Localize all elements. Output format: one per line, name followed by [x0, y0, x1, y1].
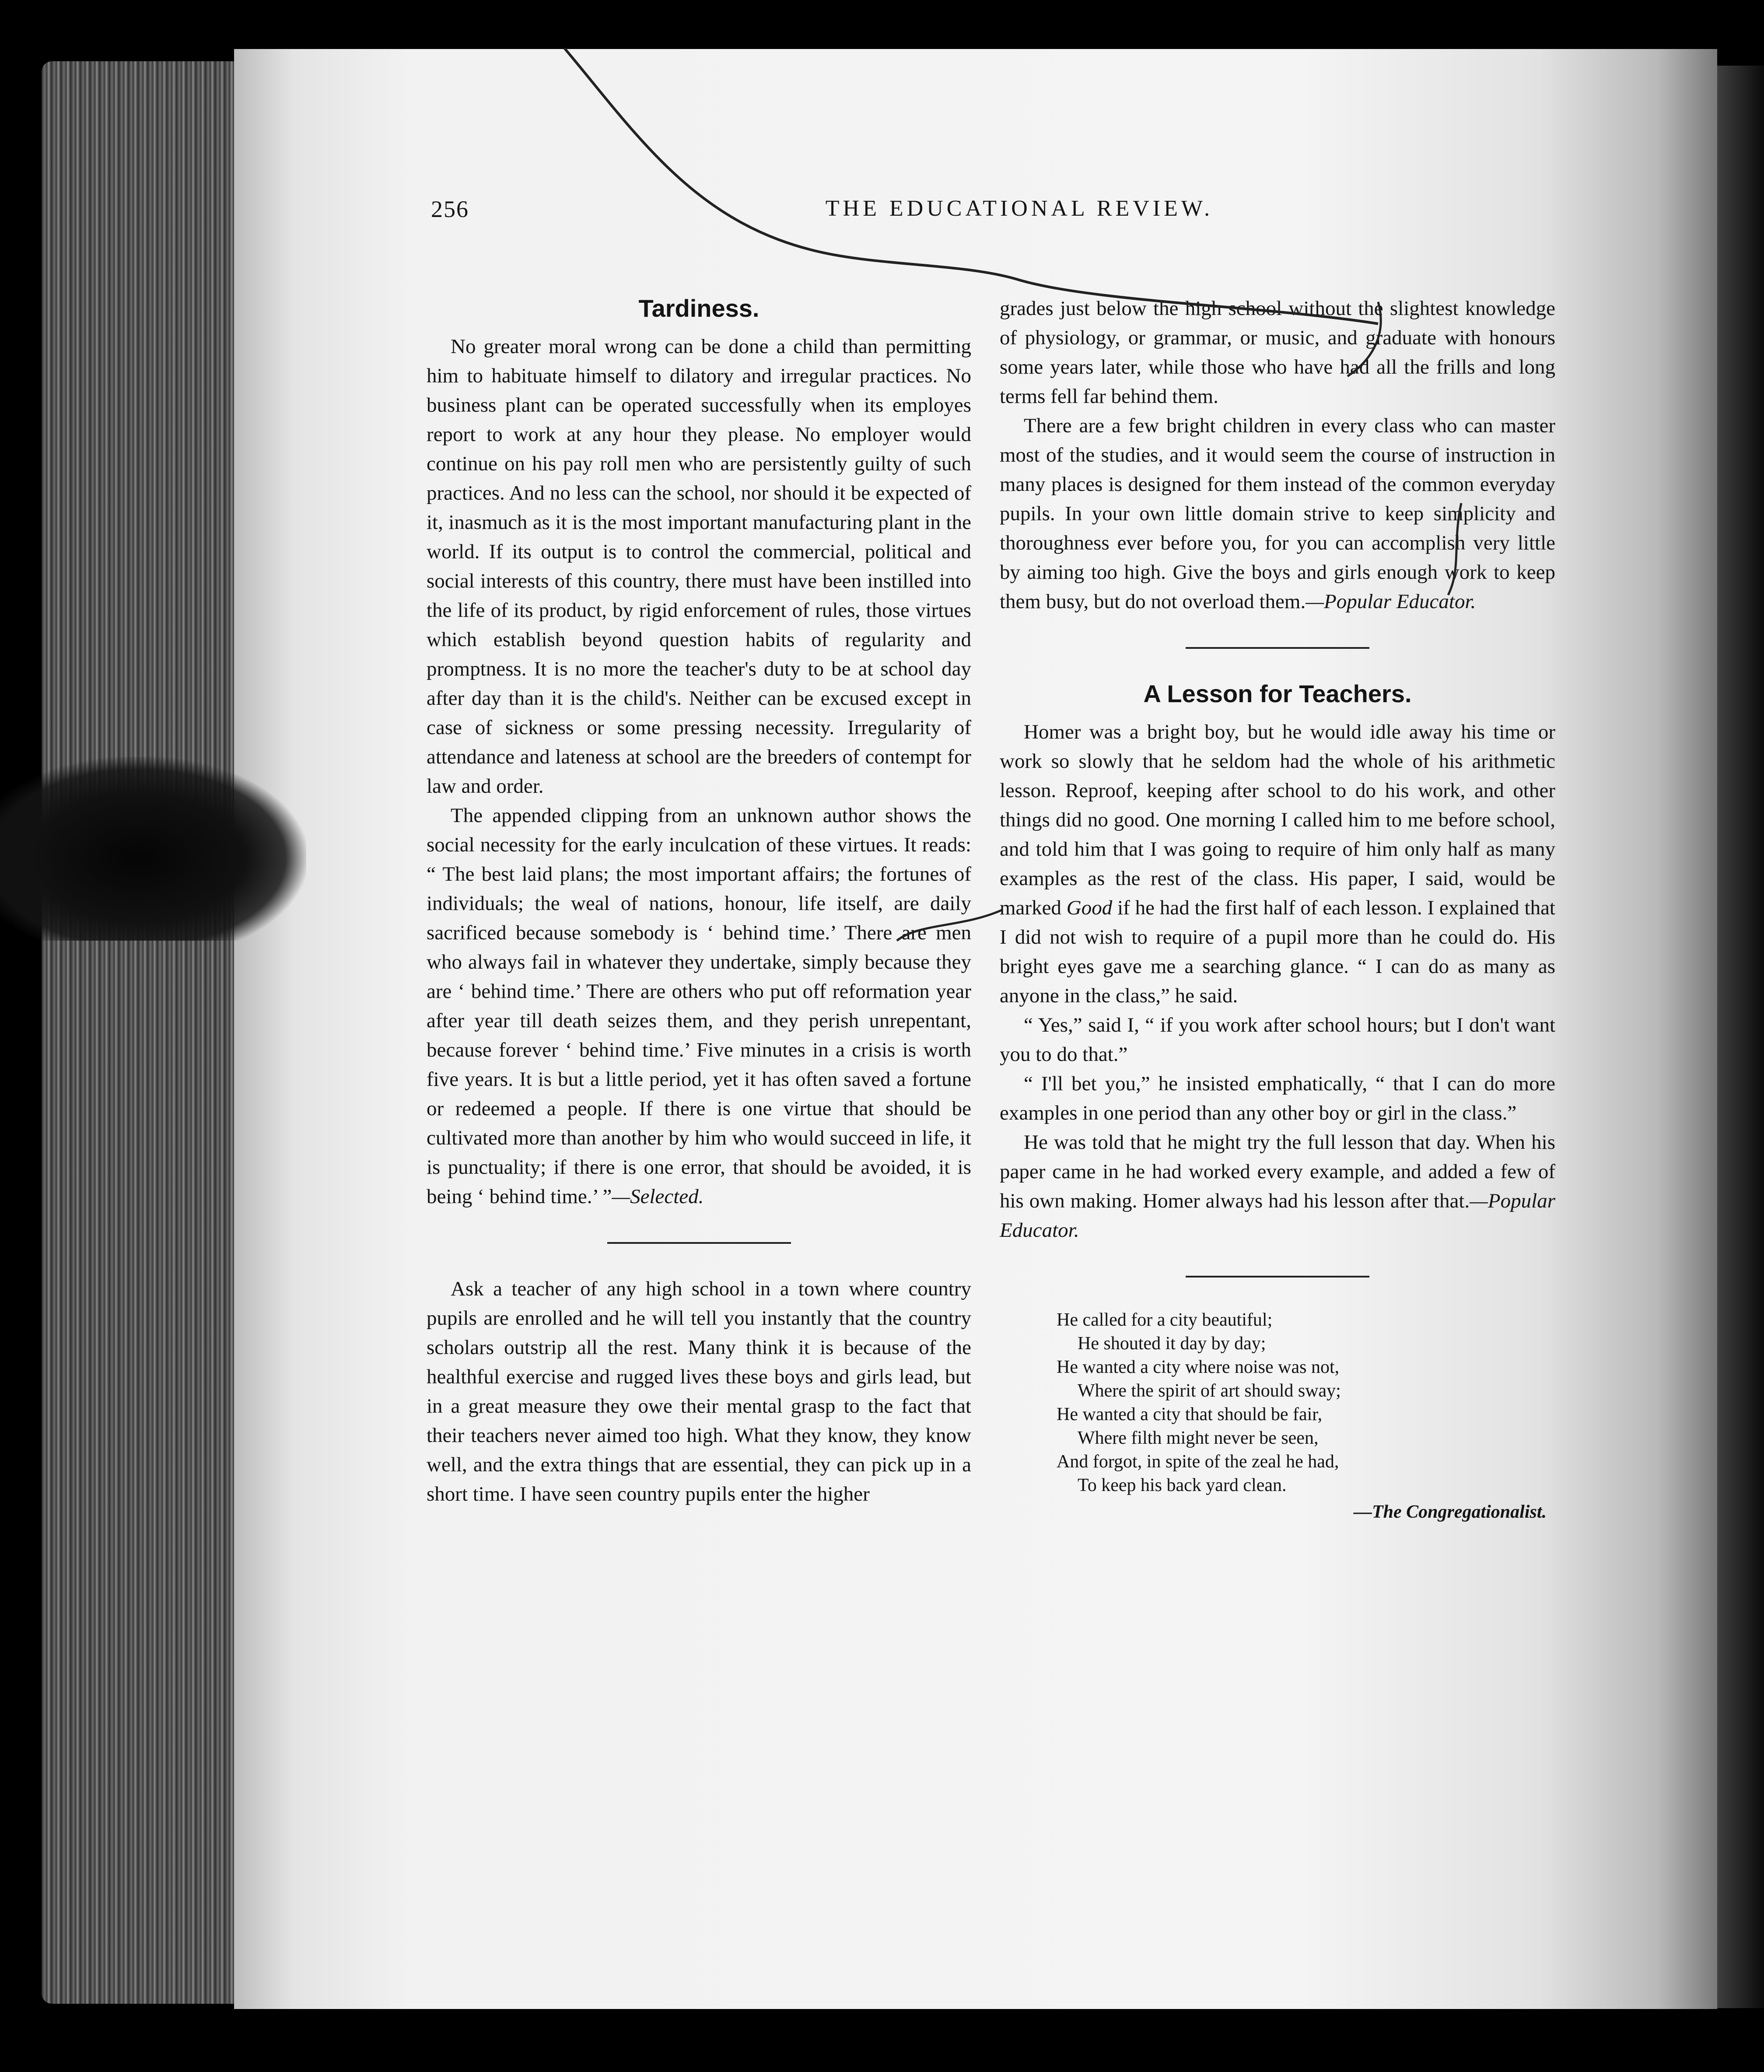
journal-title: THE EDUCATIONAL REVIEW.	[825, 196, 1214, 221]
poem-line: He wanted a city that should be fair,	[1057, 1404, 1323, 1424]
poem-line: He shouted it day by day;	[1078, 1334, 1266, 1354]
article-country-pupils	[427, 1274, 971, 1509]
poem	[1057, 1308, 1555, 1497]
article-lesson-for-teachers	[1000, 679, 1555, 1245]
lesson-paragraph-4	[1000, 1128, 1555, 1245]
poem-line: And forgot, in spite of the zeal he had,	[1057, 1452, 1339, 1472]
book-page-edges	[42, 61, 243, 2004]
lesson-paragraph-1-start: Homer was a bright boy, but he would idle away his time or work so slowly that he seldom had the whole of his arithmetic lesson. Reproof, keeping after school to do his work, and other things did no good. One morning I called him to me before school, and told him that I was going to require of him only half as many examples as the rest of the class. His paper, I said, would be marked	[1000, 721, 1555, 919]
article-heading-lesson: A Lesson for Teachers.	[1143, 680, 1412, 707]
lesson-paragraph-1	[1000, 718, 1555, 1011]
facing-page-edge	[1717, 66, 1764, 2008]
left-column	[427, 294, 971, 1509]
right-column	[1000, 294, 1555, 1522]
book-page	[234, 49, 1717, 2009]
lesson-paragraph-4-text: He was told that he might try the full lesson that day. When his paper came in he had worked every example, and added a few of his own making. Homer always had his lesson after that.	[1000, 1131, 1555, 1212]
lesson-source: —Popular Educator.	[1000, 1190, 1555, 1242]
article-country-pupils-continued	[1000, 294, 1555, 616]
tardiness-source: —Selected.	[612, 1185, 704, 1208]
country-pupils-source: —Popular Educator.	[1306, 590, 1476, 613]
tardiness-paragraph-1: No greater moral wrong can be done a child than permitting him to habituate himself to dilatory and irregular practices. No business plant can be operated successfully when its employes report to work at any hour they please. No employer would continue on his pay roll men who are persistently guilty of such practices. And no less can the school, nor should it be expected of it, inasmuch as it is the most important manufacturing plant in the world. If its output is to control the commercial, political and social interests of this country, there must have been instilled into the life of its product, by rigid enforcement of rules, those virtues which establish beyond question habits of regularity and promptness. It is no more the teacher's duty to be at school day after day than it is the child's. Neither can be excused except in case of sickness or some pressing necessity. Irregularity of attendance and lateness at school are the breeders of contempt for law and order.	[427, 335, 971, 798]
article-heading-tardiness: Tardiness.	[638, 294, 760, 322]
country-pupils-paragraph-2: grades just below the high school without the slightest knowledge of physiology, or grammar, or music, and graduate with honours some years later, while those who have had all the frills and long terms fell far behind them.	[1000, 297, 1555, 408]
poem-line: Where the spirit of art should sway;	[1078, 1381, 1341, 1401]
section-divider	[1186, 1276, 1369, 1278]
lesson-paragraph-1-end: if he had the first half of each lesson. I explained that I did not wish to require of a pupil more than he could do. His bright eyes gave me a searching glance. “ I can do as many as anyone in the class,” he said.	[1000, 896, 1555, 1007]
country-pupils-paragraph-1: Ask a teacher of any high school in a town where country pupils are enrolled and he will tell you instantly that the country scholars outstrip all the rest. Many think it is because of the healthful exercise and rugged lives these boys and girls lead, but in a great measure they owe their mental grasp to the fact that their teachers never aimed too high. What they know, they know well, and the extra things that are essential, they can pick up in a short time. I have seen country pupils enter the higher	[427, 1278, 971, 1505]
poem-line: He wanted a city where noise was not,	[1057, 1357, 1340, 1377]
lesson-paragraph-2: “ Yes,” said I, “ if you work after school hours; but I don't want you to do that.”	[1000, 1014, 1555, 1066]
tardiness-paragraph-2-text: The appended clipping from an unknown author shows the social necessity for the early inculcation of these virtues. It reads: “ The best laid plans; the most important affairs; the fortunes of individuals; the weal of nations, honour, life itself, are daily sacrificed because somebody is ‘ behind time.’ There are men who always fail in whatever they undertake, simply because they are ‘ behind time.’ There are others who put off reformation year after year till death seizes them, and they perish unrepentant, because forever ‘ behind time.’ Five minutes in a crisis is worth five years. It is but a little period, yet it has often saved a fortune or redeemed a people. If there is one virtue that should be cultivated more than another by him who would succeed in life, it is punctuality; if there is one error, that should be avoided, it is being ‘ behind time.’ ”	[427, 804, 971, 1208]
thumb-shadow	[0, 757, 306, 941]
page-number: 256	[431, 196, 469, 222]
poem-line: He called for a city beautiful;	[1057, 1310, 1273, 1330]
section-divider	[607, 1242, 791, 1244]
tardiness-paragraph-2	[427, 801, 971, 1211]
poem-line: To keep his back yard clean.	[1078, 1475, 1287, 1495]
lesson-good-word: Good	[1066, 896, 1113, 919]
section-divider	[1186, 647, 1369, 649]
lesson-paragraph-3: “ I'll bet you,” he insisted emphatically, “ that I can do more examples in one period than any other boy or girl in the class.”	[1000, 1072, 1555, 1124]
country-pupils-paragraph-3	[1000, 411, 1555, 616]
country-pupils-paragraph-3-text: There are a few bright children in every class who can master most of the studies, and it would seem the course of instruction in many places is designed for them instead of the common everyday pupils. In your own little domain strive to keep simplicity and thoroughness ever before you, for you can accomplish very little by aiming too high. Give the boys and girls enough work to keep them busy, but do not overload them.	[1000, 414, 1555, 613]
poem-line: Where filth might never be seen,	[1078, 1428, 1319, 1448]
article-tardiness	[427, 294, 971, 1211]
running-head	[234, 196, 1717, 226]
poem-source: —The Congregationalist.	[1353, 1502, 1547, 1522]
